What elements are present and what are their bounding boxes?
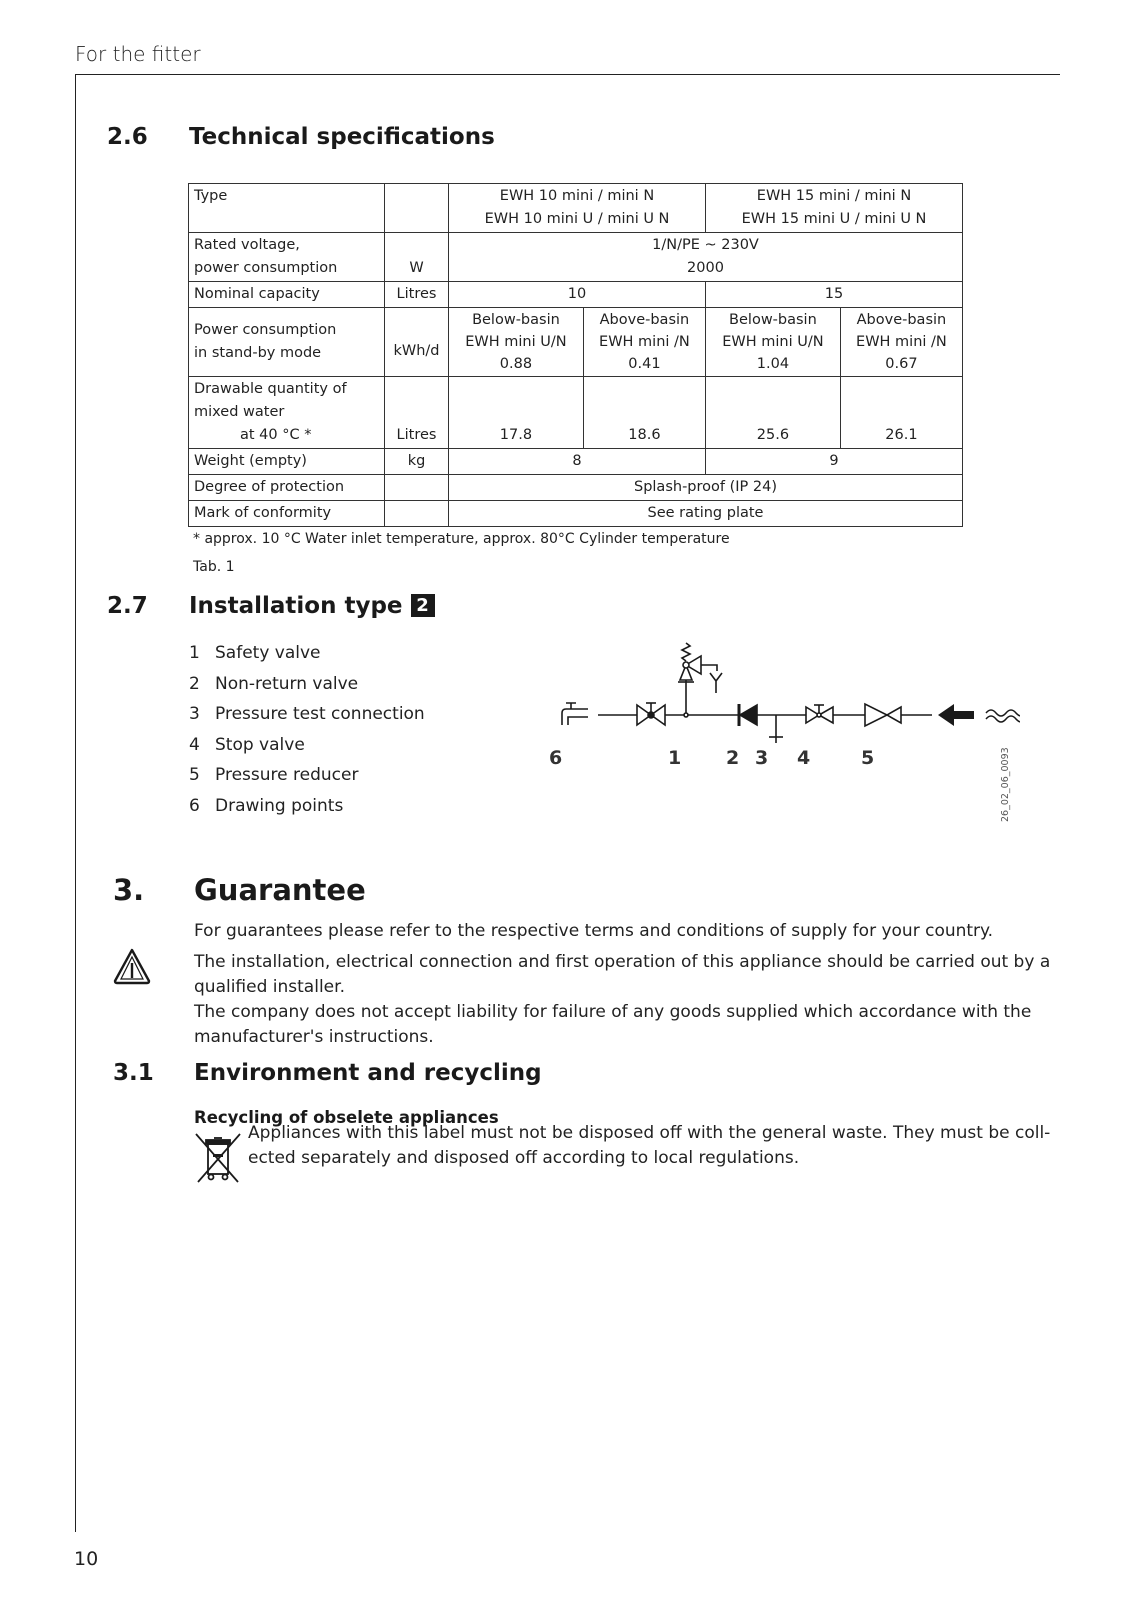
table-row bbox=[189, 501, 963, 527]
section-3-title: Guarantee bbox=[194, 873, 366, 907]
table-cell: 18.6 bbox=[583, 377, 705, 449]
table-cell: 25.6 bbox=[705, 377, 840, 449]
recycling-text: Appliances with this label must not be disposed off with the general waste. They must be coll- ected separately and disposed off according to local regulations. bbox=[248, 1123, 1051, 1168]
figure-code: 26_02_06_0093 bbox=[1000, 747, 1011, 822]
header-rule bbox=[75, 74, 1060, 75]
table-cell: Nominal capacity bbox=[189, 282, 385, 308]
table-cell: See rating plate bbox=[449, 501, 963, 527]
table-footnote: * approx. 10 °C Water inlet temperature, approx. 80°C Cylinder temperature bbox=[193, 531, 730, 547]
section-2-6-number: 2.6 bbox=[107, 124, 148, 150]
table-cell: kWh/d bbox=[385, 308, 449, 377]
table-cell: EWH 15 mini / mini N EWH 15 mini U / mini U N bbox=[705, 184, 962, 233]
diagram-label: 3 bbox=[755, 747, 769, 769]
diagram-label: 6 bbox=[549, 747, 563, 769]
table-cell: 26.1 bbox=[840, 377, 962, 449]
table-row bbox=[189, 282, 963, 308]
installation-diagram bbox=[540, 625, 1020, 810]
table-row bbox=[189, 184, 963, 233]
table-cell: Mark of conformity bbox=[189, 501, 385, 527]
table-cell: Above-basin EWH mini /N 0.67 bbox=[840, 308, 962, 377]
section-2-6-title: Technical specifications bbox=[189, 124, 495, 150]
legend-item: 6 Drawing points bbox=[189, 795, 344, 816]
legend-item: 2 Non-return valve bbox=[189, 673, 359, 694]
legend-item: 4 Stop valve bbox=[189, 734, 305, 755]
table-cell: EWH 10 mini / mini N EWH 10 mini U / mini U N bbox=[449, 184, 706, 233]
table-row bbox=[189, 449, 963, 475]
table-cell: 17.8 bbox=[449, 377, 584, 449]
test-connection-icon bbox=[769, 715, 783, 743]
legend-item: 3 Pressure test connection bbox=[189, 704, 425, 724]
section-2-7-title: Installation type 2 bbox=[189, 593, 435, 619]
flow-arrow-icon bbox=[938, 704, 974, 726]
table-row bbox=[189, 233, 963, 282]
table-cell: Litres bbox=[385, 377, 449, 449]
diagram-label: 5 bbox=[861, 747, 875, 769]
water-supply-icon bbox=[986, 710, 1020, 722]
page-number: 10 bbox=[74, 1548, 99, 1570]
table-cell: 9 bbox=[705, 449, 962, 475]
legend-item: 5 Pressure reducer bbox=[189, 765, 359, 785]
diagram-label: 2 bbox=[726, 747, 740, 769]
table-cell: Weight (empty) bbox=[189, 449, 385, 475]
table-cell: 1/N/PE ~ 230V 2000 bbox=[449, 233, 963, 282]
safety-valve-icon bbox=[678, 643, 722, 717]
recycling-subheading: Recycling of obselete appliances bbox=[194, 1108, 499, 1127]
legend-item: 1 Safety valve bbox=[189, 643, 321, 663]
table-cell: kg bbox=[385, 449, 449, 475]
table-cell bbox=[385, 184, 449, 233]
guarantee-paragraph: For guarantees please refer to the respective terms and conditions of supply for your country. bbox=[194, 921, 994, 941]
stop-valve-icon bbox=[806, 705, 833, 723]
non-return-valve-icon bbox=[739, 704, 757, 726]
diagram-label: 1 bbox=[668, 747, 682, 769]
installer-warning: The installation, electrical connection and first operation of this appliance should be carried out by a qualified installer. The company does not accept liability for failure of any goods supplied which accordance with the manufacturer's instructions. bbox=[194, 952, 1051, 1047]
table-cell: Degree of protection bbox=[189, 475, 385, 501]
table-cell: Splash-proof (IP 24) bbox=[449, 475, 963, 501]
table-row bbox=[189, 377, 963, 449]
table-cell: Type bbox=[189, 184, 385, 233]
table-row bbox=[189, 308, 963, 377]
diagram-label: 4 bbox=[797, 747, 811, 769]
component-legend bbox=[189, 643, 425, 826]
table-cell: Above-basin EWH mini /N 0.41 bbox=[583, 308, 705, 377]
section-3-1-number: 3.1 bbox=[113, 1060, 154, 1086]
table-cell: 8 bbox=[449, 449, 706, 475]
running-header: For the fitter bbox=[75, 42, 201, 66]
table-caption: Tab. 1 bbox=[193, 559, 235, 575]
table-cell: Below-basin EWH mini U/N 0.88 bbox=[449, 308, 584, 377]
weee-bin-icon bbox=[194, 1132, 242, 1184]
warning-icon bbox=[112, 947, 152, 985]
section-3-1-title: Environment and recycling bbox=[194, 1060, 542, 1086]
table-cell: Drawable quantity of mixed water at 40 °C * bbox=[189, 377, 385, 449]
pressure-reducer-icon bbox=[865, 704, 901, 726]
table-cell: Rated voltage, power consumption bbox=[189, 233, 385, 282]
table-cell: Power consumption in stand-by mode bbox=[189, 308, 385, 377]
table-cell: Below-basin EWH mini U/N 1.04 bbox=[705, 308, 840, 377]
section-3-number: 3. bbox=[113, 873, 145, 907]
tap-icon bbox=[562, 703, 588, 725]
table-cell: 10 bbox=[449, 282, 706, 308]
figure-badge: 2 bbox=[411, 594, 435, 617]
table-cell bbox=[385, 475, 449, 501]
table-cell: Litres bbox=[385, 282, 449, 308]
margin-rule bbox=[75, 74, 76, 1532]
table-row bbox=[189, 475, 963, 501]
table-cell bbox=[385, 501, 449, 527]
spec-table bbox=[188, 183, 963, 527]
table-cell: W bbox=[385, 233, 449, 282]
table-cell: 15 bbox=[705, 282, 962, 308]
section-2-7-number: 2.7 bbox=[107, 593, 148, 619]
